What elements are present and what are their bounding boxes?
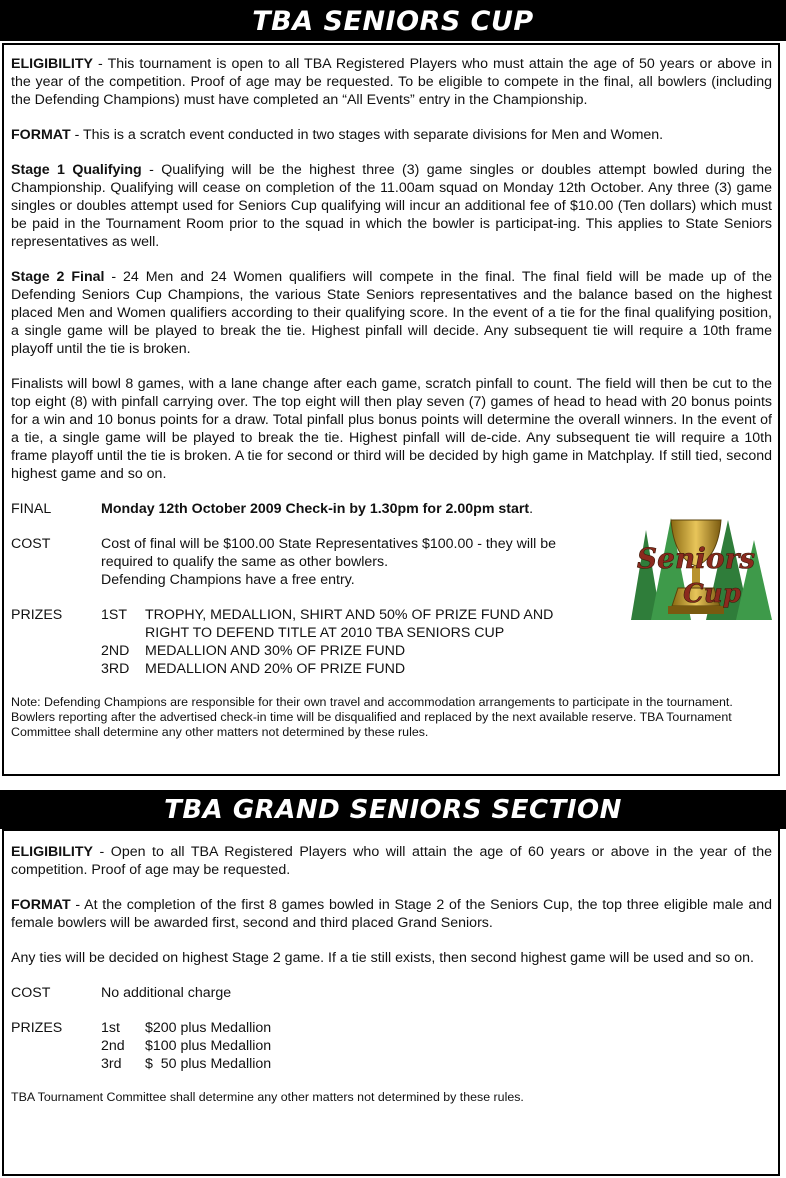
gs-cost-label: COST [11, 985, 51, 1001]
grand-seniors-content [11, 843, 772, 1105]
seniors-cup-banner [0, 0, 786, 41]
cost-label: COST [11, 536, 51, 552]
eligibility-label: ELIGIBILITY [11, 56, 93, 72]
eligibility-text: - This tournament is open to all TBA Registered Players who must attain the age of 50 years or above in the year of the competition. Proof of age may be requested. To be eligible to compete in the final, all bowlers (including the Defending Champions) must have completed an “All Events” entry in the Championship. [11, 56, 772, 108]
gs-prizes-label: PRIZES [11, 1020, 63, 1036]
seniors-cup-section [2, 43, 780, 776]
grand-seniors-title: TBA GRAND SENIORS SECTION [164, 795, 622, 825]
prize-text-1b: RIGHT TO DEFEND TITLE AT 2010 TBA SENIORS CUP [145, 625, 505, 641]
gs-note: TBA Tournament Committee shall determine any other matters not determined by these rules. [11, 1090, 524, 1104]
seniors-cup-logo [616, 510, 776, 628]
seniors-cup-title: TBA SENIORS CUP [252, 6, 534, 37]
cost-line-1: Cost of final will be $100.00 State Representatives $100.00 - they will be [101, 536, 557, 552]
stage2-text: - 24 Men and 24 Women qualifiers will compete in the final. The final field will be made up of the Defending Seniors Cup Champions, the various State Seniors representatives and the balance based on the highest placed Men and Women qualifiers according to their qualifying score. In the event of a tie for the final qualifying position, a single game will be played to break the tie. Highest pinfall will decide. Any subsequent tie will require a 10th frame playoff until the tie is broken. [11, 269, 773, 357]
stage1-label: Stage 1 Qualifying [11, 162, 142, 178]
prize-place-1: 1ST [101, 607, 128, 623]
gs-format-label: FORMAT [11, 897, 71, 913]
cost-line-2: required to qualify the same as other bowlers. [101, 554, 389, 570]
final-label: FINAL [11, 501, 52, 517]
stage1-paragraph [11, 161, 772, 251]
grand-seniors-banner [0, 790, 786, 829]
prize-place-2: 2ND [101, 643, 130, 659]
gs-prize-text-3: $ 50 plus Medallion [145, 1056, 272, 1072]
format-paragraph [11, 126, 772, 144]
gs-prize-text-2: $100 plus Medallion [145, 1038, 272, 1054]
stage2-label: Stage 2 Final [11, 269, 105, 285]
seniors-cup-content [11, 55, 772, 740]
note-2: Bowlers reporting after the advertised check-in time will be disqualified and replaced by the next available reserve. TBA Tournament Committee shall determine any other matters not determined by these rules. [11, 710, 732, 739]
gs-format-paragraph [11, 896, 772, 932]
format-label: FORMAT [11, 127, 71, 143]
note-1: Note: Defending Champions are responsible for their own travel and accommodation arrangements to participate in the tournament. [11, 695, 733, 709]
eligibility-paragraph [11, 55, 772, 109]
logo-text-seniors: Seniors [636, 542, 756, 575]
gs-prize-place-1: 1st [101, 1020, 120, 1036]
logo-text-cup: Cup [683, 579, 741, 609]
prize-place-3: 3RD [101, 661, 130, 677]
finalists-paragraph: Finalists will bowl 8 games, with a lane change after each game, scratch pinfall to count. The field will then be cut to the top eight (8) with pinfall carrying over. The top eight will then play seven (7) games of head to head with 20 bonus points for a win and 10 bonus points for a draw. Total pinfall plus bonus points will determine the overall winners. In the event of a tie, a single game will be played to break the tie. Highest pinfall will de-cide. Any subsequent tie will require a 10th frame playoff until the tie is broken. A tie for second or third will be decided by high game in Matchplay. If still tied, second highest game and so on. [11, 376, 772, 482]
gs-ties-paragraph: Any ties will be decided on highest Stage 2 game. If a tie still exists, then second highest game will be used and so on. [11, 950, 754, 966]
gs-prizes-row [11, 1019, 772, 1073]
prize-text-1: TROPHY, MEDALLION, SHIRT AND 50% OF PRIZE FUND AND [145, 607, 554, 623]
gs-cost-value: No additional charge [101, 985, 232, 1001]
gs-format-text: - At the completion of the first 8 games bowled in Stage 2 of the Seniors Cup, the top three eligible male and female bowlers will be awarded first, second and third placed Grand Seniors. [11, 897, 772, 931]
format-text: - This is a scratch event conducted in two stages with separate divisions for Men and Women. [70, 127, 664, 143]
prize-text-3: MEDALLION AND 20% OF PRIZE FUND [145, 661, 406, 677]
stage2-paragraph [11, 268, 772, 358]
gs-eligibility-label: ELIGIBILITY [11, 844, 93, 860]
gs-cost-row [11, 984, 772, 1002]
prize-text-2: MEDALLION AND 30% OF PRIZE FUND [145, 643, 406, 659]
prizes-label: PRIZES [11, 607, 63, 623]
gs-prize-text-1: $200 plus Medallion [145, 1020, 272, 1036]
final-value: Monday 12th October 2009 Check-in by 1.30pm for 2.00pm start [101, 501, 530, 517]
final-period: . [529, 501, 534, 517]
grand-seniors-section [2, 829, 780, 1176]
gs-prize-place-2: 2nd [101, 1038, 125, 1054]
gs-prize-place-3: 3rd [101, 1056, 122, 1072]
stage1-text: - Qualifying will be the highest three (3) game singles or doubles attempt bowled during the Championship. Qualifying will cease on completion of the 11.00am squad on Monday 12th October. Any three (3) game singles or doubles attempt used for Seniors Cup qualifying will incur an additional fee of $10.00 (Ten dollars) which must be paid in the Tournament Room prior to the squad in which the bowler is participat-ing. This applies to State Seniors representatives as well. [11, 162, 772, 250]
gs-eligibility-paragraph [11, 843, 772, 879]
gs-eligibility-text: - Open to all TBA Registered Players who will attain the age of 60 years or above in the year of the competition. Proof of age may be requested. [11, 844, 772, 878]
cost-line-3: Defending Champions have a free entry. [101, 572, 355, 588]
